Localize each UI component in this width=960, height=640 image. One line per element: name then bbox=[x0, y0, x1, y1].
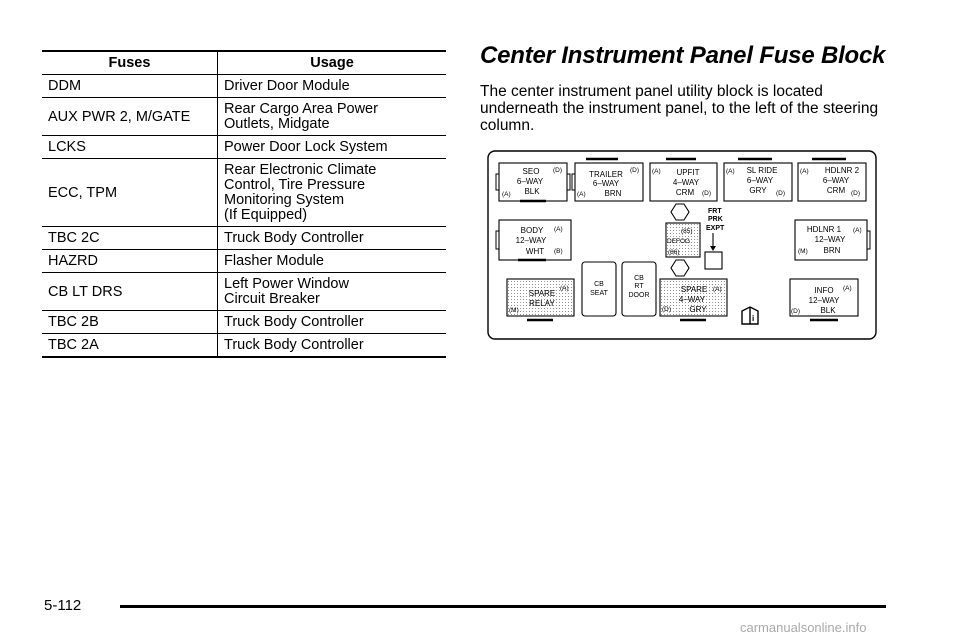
connector-name: BODY bbox=[520, 226, 544, 235]
connector-color: BLK bbox=[820, 306, 836, 315]
connector-way: 4–WAY bbox=[672, 178, 700, 187]
footer-rule bbox=[120, 605, 886, 608]
pin-label: (B) bbox=[554, 248, 563, 255]
fuse-cell: LCKS bbox=[42, 136, 218, 159]
breaker-line: CB bbox=[594, 281, 604, 288]
pin-label: (A) bbox=[800, 168, 809, 175]
connector-color: CRM bbox=[675, 188, 695, 197]
header-fuses: Fuses bbox=[42, 51, 218, 75]
usage-cell bbox=[218, 311, 447, 334]
table-row bbox=[42, 98, 446, 136]
breaker-line: DOOR bbox=[628, 292, 650, 299]
usage-line: Left Power Window bbox=[224, 276, 349, 292]
connector-way: 4–WAY bbox=[678, 295, 706, 304]
pin-label: (D) bbox=[702, 190, 712, 197]
connector-info bbox=[790, 279, 858, 320]
pin-label: (A) bbox=[652, 168, 661, 175]
header-usage: Usage bbox=[218, 51, 447, 75]
pin-label: (D) bbox=[630, 167, 640, 174]
pin-label: (A) bbox=[713, 286, 722, 293]
usage-line: (If Equipped) bbox=[224, 207, 308, 223]
connector-way: 6–WAY bbox=[516, 177, 544, 186]
fuse-cell: ECC, TPM bbox=[42, 159, 218, 227]
connector-name: SPARE bbox=[680, 285, 708, 294]
breaker-line: RT bbox=[634, 283, 644, 290]
connector-hdlnr-1 bbox=[795, 220, 870, 260]
connector-color: CRM bbox=[826, 186, 846, 195]
connector-color: GRY bbox=[749, 186, 767, 195]
usage-cell bbox=[218, 159, 447, 227]
table-row bbox=[42, 227, 446, 250]
relay-label: EXPT bbox=[706, 225, 725, 232]
usage-line: Truck Body Controller bbox=[224, 314, 364, 330]
usage-line: Rear Electronic Climate bbox=[224, 162, 377, 178]
connector-way: 6–WAY bbox=[746, 176, 774, 185]
pin-label: (A) bbox=[577, 191, 586, 198]
connector-body bbox=[496, 220, 571, 260]
connector-trailer bbox=[572, 159, 643, 201]
connector-spare bbox=[660, 279, 727, 320]
connector-name: HDLNR 1 bbox=[806, 225, 842, 234]
usage-line: Outlets, Midgate bbox=[224, 116, 330, 132]
connector-color: BLK bbox=[524, 187, 540, 196]
relay-line: SPARE bbox=[528, 289, 556, 298]
pin-label: (A) bbox=[843, 285, 852, 292]
table-row bbox=[42, 273, 446, 311]
pin-label: (A) bbox=[560, 285, 569, 292]
connector-way: 12–WAY bbox=[515, 236, 547, 245]
fuse-cell: CB LT DRS bbox=[42, 273, 218, 311]
svg-text:i: i bbox=[752, 314, 755, 323]
table-row bbox=[42, 159, 446, 227]
table-row bbox=[42, 311, 446, 334]
manual-icon bbox=[742, 307, 758, 324]
fuse-cell: HAZRD bbox=[42, 250, 218, 273]
usage-line: Control, Tire Pressure bbox=[224, 177, 366, 193]
breaker-line: CB bbox=[634, 275, 644, 282]
table-row bbox=[42, 75, 446, 98]
usage-line: Flasher Module bbox=[224, 253, 324, 269]
pin-label: (86) bbox=[668, 249, 680, 256]
connector-name: UPFIT bbox=[676, 168, 700, 177]
pin-label: (A) bbox=[853, 227, 862, 234]
fuse-cell: TBC 2A bbox=[42, 334, 218, 358]
usage-line: Power Door Lock System bbox=[224, 139, 388, 155]
pin-label: (D) bbox=[791, 308, 801, 315]
table-row bbox=[42, 334, 446, 358]
relay-label: FRT bbox=[708, 208, 722, 215]
usage-cell bbox=[218, 75, 447, 98]
connector-way: 6–WAY bbox=[822, 176, 850, 185]
connector-name: SEO bbox=[522, 167, 540, 176]
fuse-block-diagram bbox=[480, 145, 880, 345]
connector-name: INFO bbox=[814, 286, 834, 295]
usage-line: Truck Body Controller bbox=[224, 337, 364, 353]
usage-line: Driver Door Module bbox=[224, 78, 350, 94]
fuse-cell: TBC 2C bbox=[42, 227, 218, 250]
pin-label: (D) bbox=[662, 306, 672, 313]
usage-line: Rear Cargo Area Power bbox=[224, 101, 378, 117]
fuse-cell: AUX PWR 2, M/GATE bbox=[42, 98, 218, 136]
pin-label: (A) bbox=[502, 191, 511, 198]
fuse-usage-table bbox=[42, 50, 446, 358]
connector-hdlnr-2 bbox=[798, 159, 866, 201]
breaker-line: SEAT bbox=[590, 290, 608, 297]
usage-line: Circuit Breaker bbox=[224, 291, 320, 307]
defog-label: DEFOG bbox=[667, 238, 691, 245]
pin-label: (A) bbox=[726, 168, 735, 175]
table-header-row bbox=[42, 51, 446, 75]
section-heading: Center Instrument Panel Fuse Block bbox=[480, 42, 886, 69]
usage-cell bbox=[218, 98, 447, 136]
fuse-cell: TBC 2B bbox=[42, 311, 218, 334]
circuit-breaker-seat bbox=[582, 262, 616, 316]
relay-label: PRK bbox=[708, 216, 723, 223]
pin-label: (D) bbox=[553, 167, 563, 174]
watermark: carmanualsonline.info bbox=[740, 620, 867, 635]
pin-label: (D) bbox=[776, 190, 786, 197]
connector-way: 12–WAY bbox=[814, 235, 846, 244]
defog-relay bbox=[666, 223, 700, 257]
connector-seo bbox=[496, 163, 570, 201]
usage-cell bbox=[218, 250, 447, 273]
connector-color: WHT bbox=[525, 247, 545, 256]
pin-label: (85) bbox=[681, 228, 693, 235]
spare-relay bbox=[507, 279, 574, 320]
usage-cell bbox=[218, 273, 447, 311]
pin-label: (M) bbox=[798, 248, 808, 255]
connector-way: 6–WAY bbox=[592, 179, 620, 188]
connector-color: BRN bbox=[823, 246, 841, 255]
pin-label: (A) bbox=[554, 226, 563, 233]
usage-cell bbox=[218, 227, 447, 250]
table-row bbox=[42, 250, 446, 273]
relay-line: RELAY bbox=[529, 299, 555, 308]
fuse-cell: DDM bbox=[42, 75, 218, 98]
pin-label: (D) bbox=[851, 190, 861, 197]
table-row bbox=[42, 136, 446, 159]
usage-line: Truck Body Controller bbox=[224, 230, 364, 246]
connector-color: GRY bbox=[689, 305, 707, 314]
page-number: 5-112 bbox=[44, 597, 82, 614]
pin-label: (M) bbox=[509, 307, 519, 314]
connector-color: BRN bbox=[604, 189, 622, 198]
usage-line: Monitoring System bbox=[224, 192, 345, 208]
section-paragraph: The center instrument panel utility block is located underneath the instrument panel, to the left of the steering column. bbox=[480, 83, 879, 134]
connector-name: TRAILER bbox=[589, 170, 623, 179]
usage-cell bbox=[218, 334, 447, 358]
connector-upfit bbox=[650, 159, 717, 201]
usage-cell bbox=[218, 136, 447, 159]
connector-way: 12–WAY bbox=[808, 296, 840, 305]
connector-name: SL RIDE bbox=[746, 166, 778, 175]
connector-name: HDLNR 2 bbox=[824, 166, 860, 175]
connector-sl-ride bbox=[724, 159, 792, 201]
circuit-breaker-rt-door bbox=[622, 262, 656, 316]
